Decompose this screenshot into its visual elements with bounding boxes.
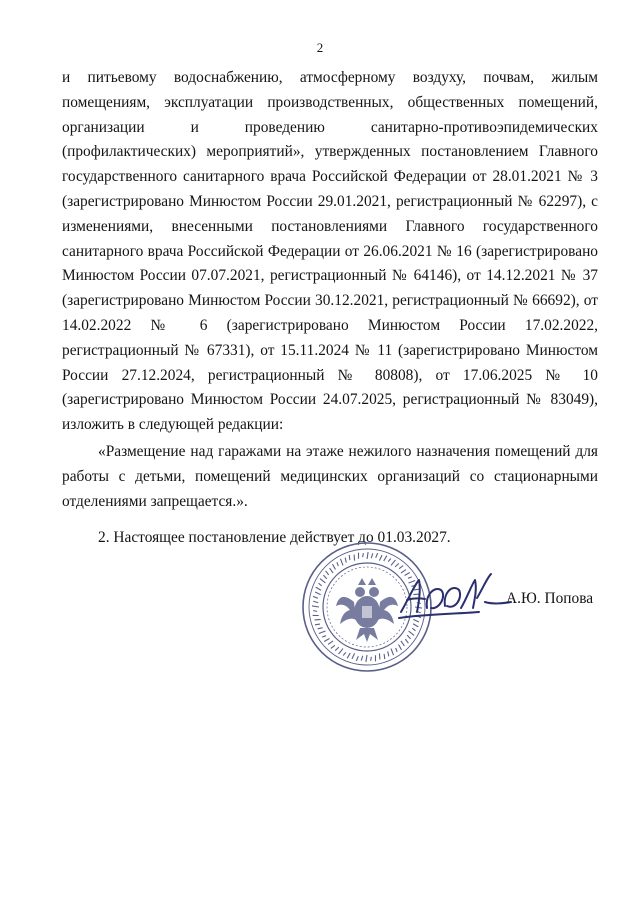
signature-block bbox=[300, 540, 620, 680]
handwritten-signature-icon bbox=[395, 568, 515, 628]
document-body bbox=[62, 66, 598, 551]
paragraph-quote: «Размещение над гаражами на этаже нежилого назначения помещений для работы с детьми, помещений медицинских организаций со стационарными отделениями запрещается.». bbox=[62, 442, 598, 510]
signer-name: А.Ю. Попова bbox=[506, 590, 594, 607]
paragraph-main: и питьевому водоснабжению, атмосферному воздуху, почвам, жилым помещениям, эксплуатации производственных, общественных помещений, организации и проведению санитарно-противоэпидемических (профилактических) мероприятий», утвержденных постановлением Главного государственного санитарного врача Российской Федерации от 28.01.2021 № 3 (зарегистрировано Минюстом России 29.01.2021, регистрационный № 62297), с изменениями, внесенными постановлениями Главного государственного санитарного врача Российской Федерации от 26.06.2021 № 16 (зарегистрировано Минюстом России 07.07.2021, регистрационный № 64146), от 14.12.2021 № 37 (зарегистрировано Минюстом России 30.12.2021, регистрационный № 66692), от 14.02.2022 № 6 (зарегистрировано Минюстом России 17.02.2022, регистрационный № 67331), от 15.11.2024 № 11 (зарегистрировано Минюстом России 27.12.2024, регистрационный № 80808), от 17.06.2025 № 10 (зарегистрировано Минюстом России 24.07.2025, регистрационный № 83049), изложить в следующей редакции: bbox=[62, 69, 598, 434]
paragraph-clause-2: 2. Настоящее постановление действует до 01.03.2027. bbox=[98, 529, 451, 547]
page-number: 2 bbox=[316, 40, 324, 55]
